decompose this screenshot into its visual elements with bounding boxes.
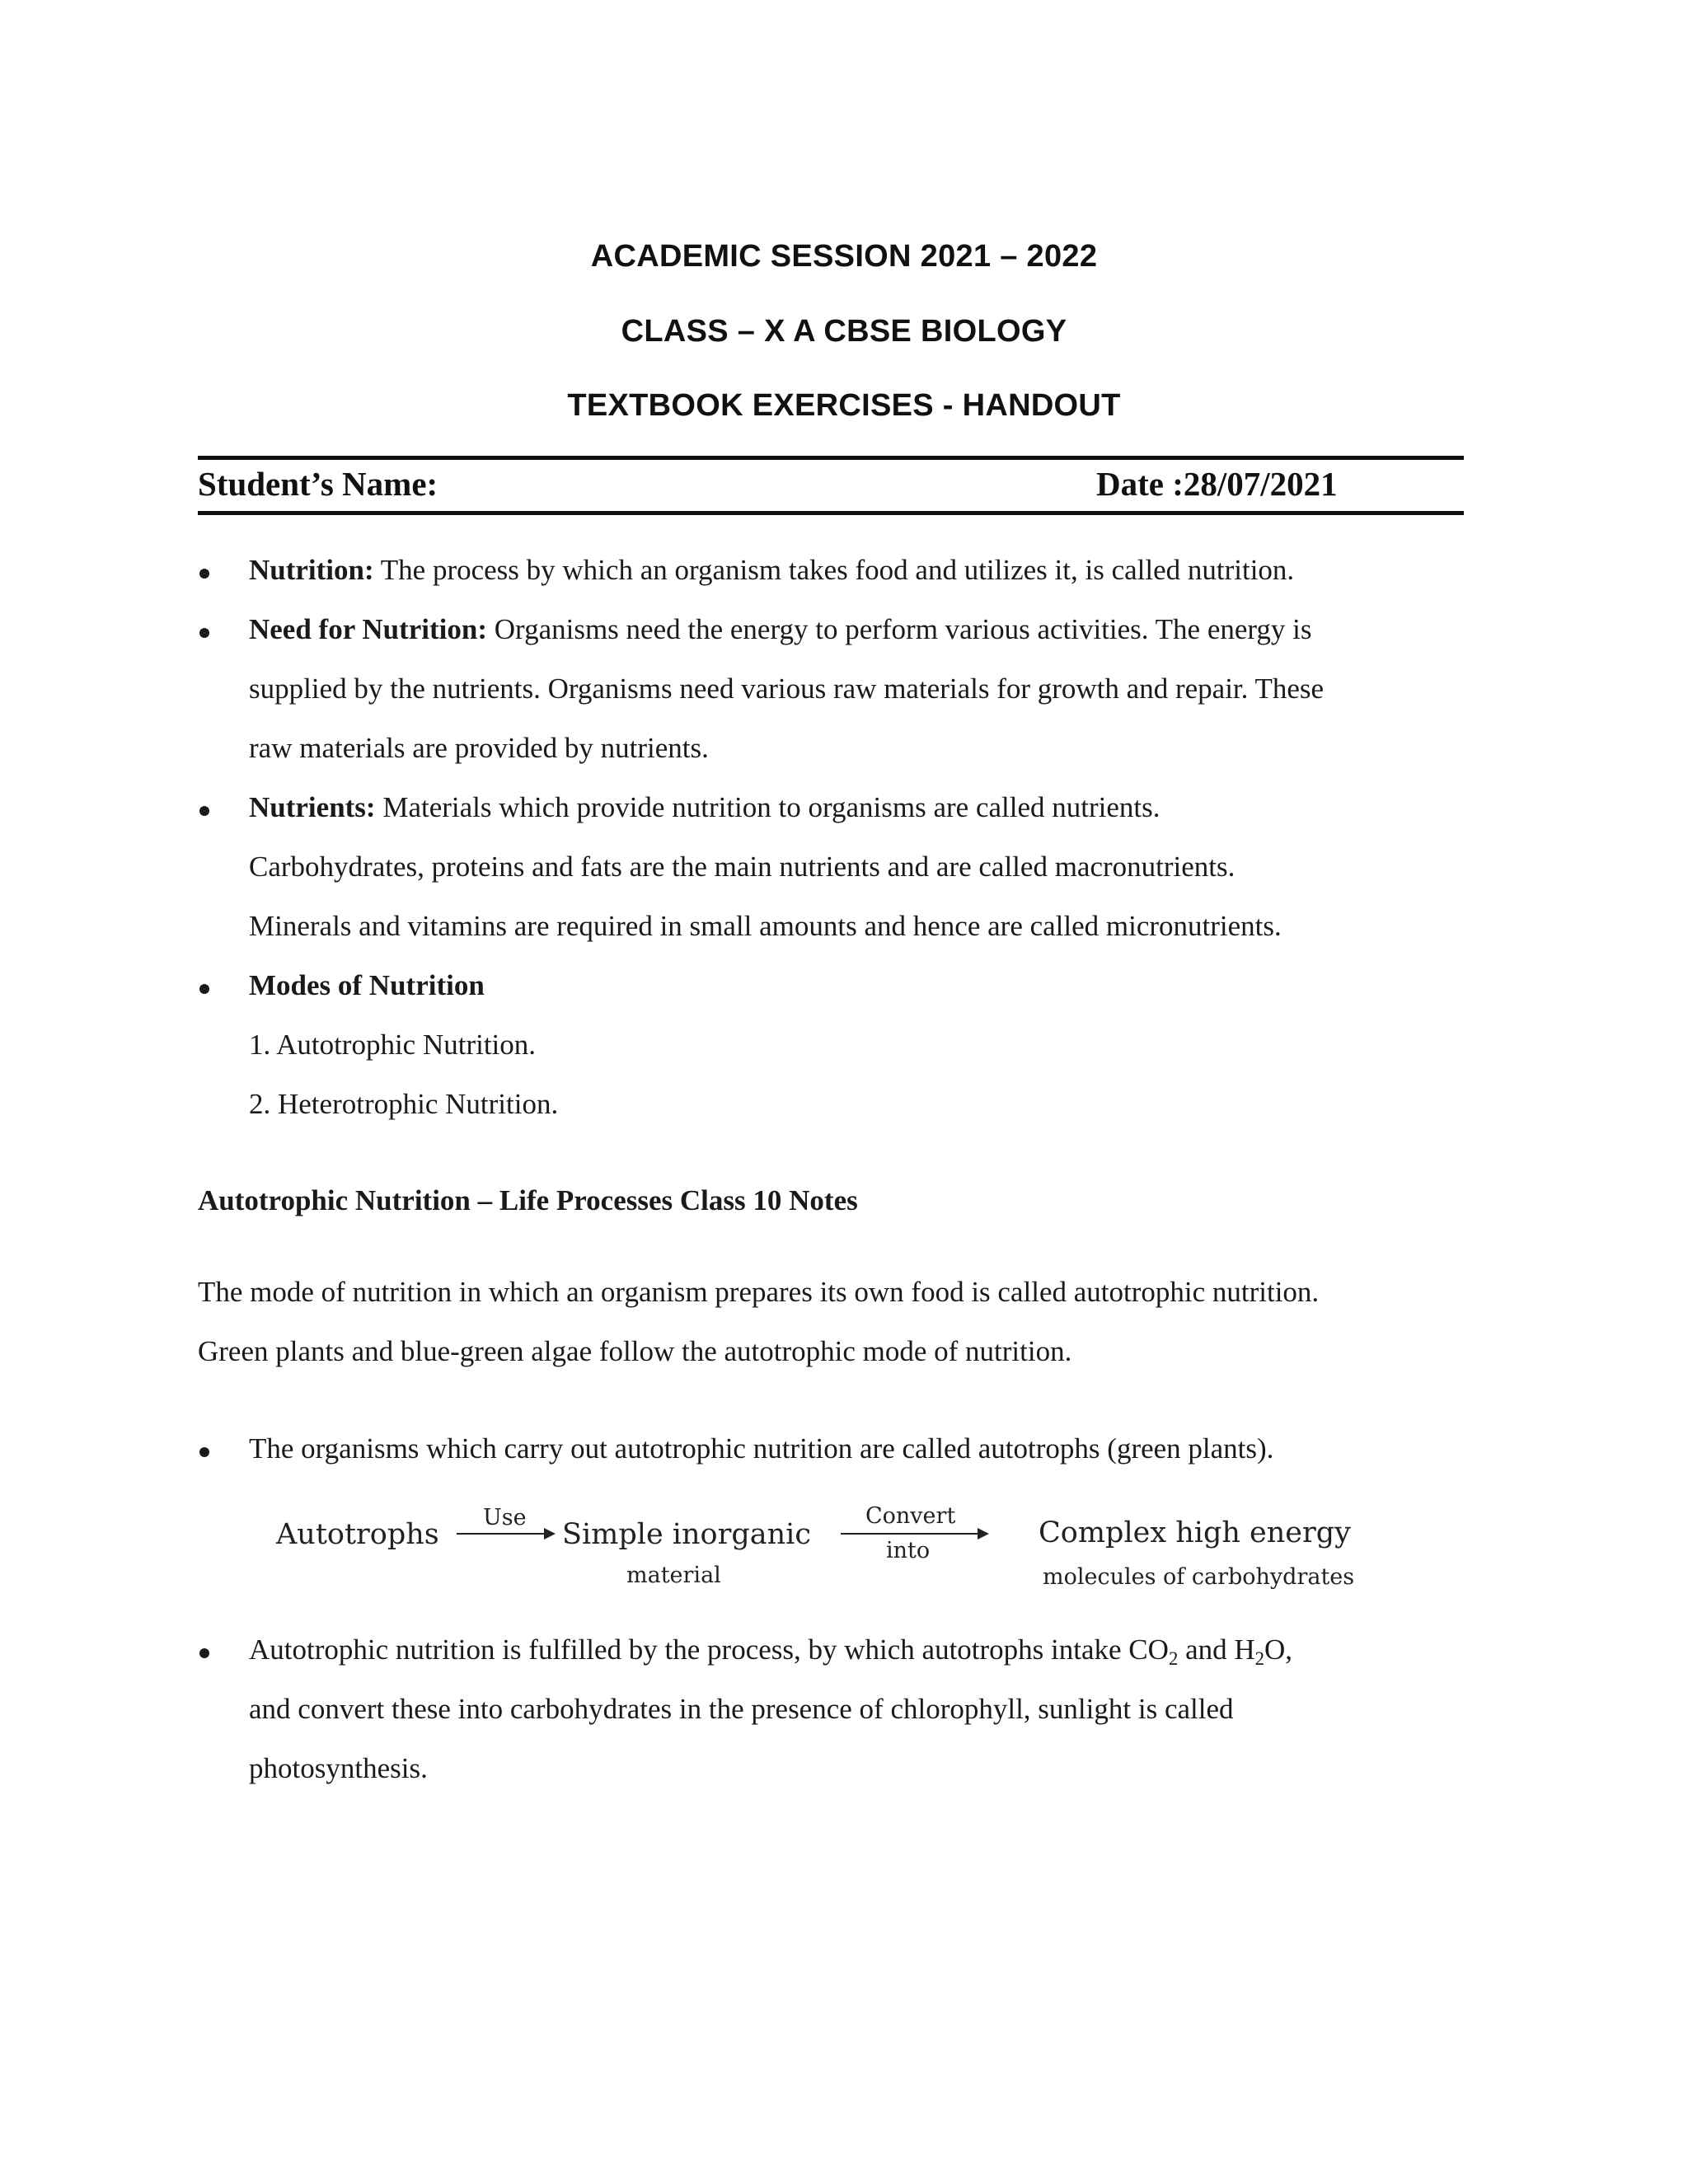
- class-heading: CLASS – X A CBSE BIOLOGY: [621, 314, 1067, 349]
- need-text-1: Organisms need the energy to perform various activities. The energy is: [487, 613, 1312, 645]
- autotrophs-definition: The organisms which carry out autotrophic nutrition are called autotrophs (green plants).: [249, 1432, 1274, 1465]
- student-row: [198, 464, 1464, 510]
- diagram-material: material: [626, 1563, 721, 1588]
- nutrition-definition: [249, 554, 1294, 587]
- section-title: Autotrophic Nutrition – Life Processes Class 10 Notes: [198, 1184, 858, 1216]
- mode-item-autotrophic: 1. Autotrophic Nutrition.: [249, 1029, 537, 1061]
- photosynthesis-text-b: and H: [1178, 1633, 1255, 1666]
- student-name-label: Student’s Name:: [198, 465, 438, 503]
- co2-subscript: 2: [1168, 1647, 1179, 1669]
- photosynthesis-text-c: O,: [1264, 1633, 1293, 1666]
- diagram-into-label: into: [886, 1538, 931, 1563]
- modes-term: Modes of Nutrition: [249, 969, 485, 1001]
- autotroph-flow-diagram: [272, 1498, 1393, 1597]
- nutrients-term: Nutrients:: [249, 791, 376, 823]
- mode-item-heterotrophic: 2. Heterotrophic Nutrition.: [249, 1088, 559, 1120]
- bullet-dot: [199, 628, 209, 638]
- bullet-dot: [199, 569, 209, 579]
- diagram-convert-label: Convert: [865, 1503, 956, 1529]
- bullet-dot: [199, 1648, 209, 1658]
- need-line-2: supplied by the nutrients. Organisms need various raw materials for growth and repair. These: [249, 673, 1325, 705]
- photosynthesis-line-1: [249, 1633, 1293, 1669]
- top-rule: [198, 456, 1464, 460]
- nutrition-text: The process by which an organism takes food and utilizes it, is called nutrition.: [373, 554, 1295, 586]
- nutrients-line-1: [249, 791, 1160, 824]
- nutrients-line-2: Carbohydrates, proteins and fats are the main nutrients and are called macronutrients.: [249, 851, 1236, 883]
- diagram-simple-inorganic: Simple inorganic: [562, 1518, 811, 1551]
- need-line-3: raw materials are provided by nutrients.: [249, 732, 709, 764]
- diagram-molecules: molecules of carbohydrates: [1043, 1564, 1355, 1590]
- date-label: Date :28/07/2021: [1096, 465, 1338, 503]
- bullet-dot: [199, 806, 209, 816]
- h2o-subscript: 2: [1254, 1647, 1264, 1669]
- modes-heading: [249, 969, 485, 1002]
- bullet-dot: [199, 1447, 209, 1457]
- nutrients-text-1: Materials which provide nutrition to organisms are called nutrients.: [375, 791, 1160, 823]
- photosynthesis-line-2: and convert these into carbohydrates in the presence of chlorophyll, sunlight is called: [249, 1693, 1234, 1725]
- photosynthesis-line-3: photosynthesis.: [249, 1752, 428, 1784]
- nutrients-line-3: Minerals and vitamins are required in small amounts and hence are called micronutrients.: [249, 910, 1282, 942]
- need-line-1: [249, 613, 1312, 646]
- diagram-autotrophs: Autotrophs: [276, 1518, 439, 1551]
- bottom-rule: [198, 511, 1464, 515]
- diagram-use-label: Use: [483, 1505, 527, 1530]
- section-paragraph-line-2: Green plants and blue-green algae follow the autotrophic mode of nutrition.: [198, 1335, 1072, 1367]
- nutrition-term: Nutrition:: [249, 554, 374, 586]
- handout-heading: TEXTBOOK EXERCISES - HANDOUT: [567, 388, 1121, 423]
- diagram-complex: Complex high energy: [1039, 1516, 1351, 1549]
- use-arrow-icon: [455, 1521, 557, 1546]
- need-term: Need for Nutrition:: [249, 613, 488, 645]
- bullet-dot: [199, 984, 209, 994]
- photosynthesis-text-a: Autotrophic nutrition is fulfilled by the process, by which autotrophs intake CO: [249, 1633, 1169, 1666]
- session-heading: ACADEMIC SESSION 2021 – 2022: [590, 239, 1098, 274]
- section-paragraph-line-1: The mode of nutrition in which an organism prepares its own food is called autotrophic nutrition.: [198, 1276, 1320, 1308]
